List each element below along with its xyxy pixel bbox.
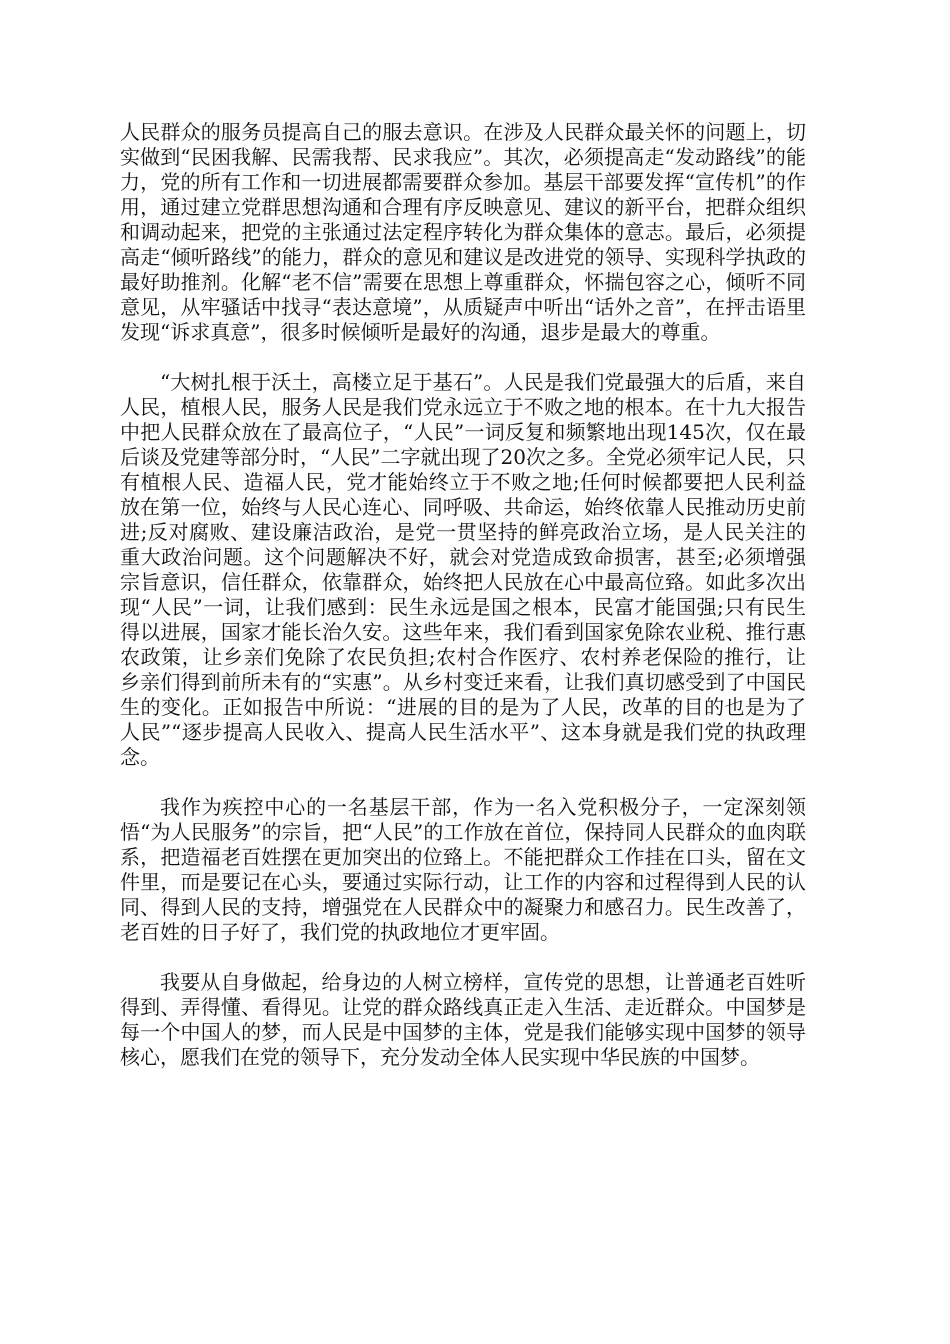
paragraph-3: 我作为疾控中心的一名基层干部，作为一名入党积极分子，一定深刻领悟“为人民服务”的宗旨，把“人民”的工作放在首位，保持同人民群众的血肉联系，把造福老百姓摆在更加突出的位臵上。不能把群众工作挂在口头，留在文件里，而是要记在心头，要通过实际行动，让工作的内容和过程得到人民的认同、得到人民的支持，增强党在人民群众中的凝聚力和感召力。民生改善了，老百姓的日子好了，我们党的执政地位才更牢固。 — [120, 795, 806, 944]
paragraph-1: 人民群众的服务员提高自己的服去意识。在涉及人民群众最关怀的问题上，切实做到“民困我解、民需我帮、民求我应”。其次，必须提高走“发动路线”的能力，党的所有工作和一切进展都需要群众参加。基层干部要发挥“宣传机”的作用，通过建立党群思想沟通和合理有序反映意见、建议的新平台，把群众组织和调动起来，把党的主张通过法定程序转化为群众集体的意志。最后，必须提高走“倾听路线”的能力，群众的意见和建议是改进党的领导、实现科学执政的最好助推剂。化解“老不信”需要在思想上尊重群众，怀揣包容之心，倾听不同意见，从牢骚话中找寻“表达意境”，从质疑声中听出“话外之音”，在抨击语里发现“诉求真意”，很多时候倾听是最好的沟通，退步是最大的尊重。 — [120, 120, 806, 344]
document-page — [120, 120, 806, 1095]
paragraph-2: “大树扎根于沃土，高楼立足于基石”。人民是我们党最强大的后盾，来自人民，植根人民，服务人民是我们党永远立于不败之地的根本。在十九大报告中把人民群众放在了最高位子，“人民”一词反复和频繁地出现145次，仅在最后谈及党建等部分时，“人民”二字就出现了20次之多。全党必须牢记人民，只有植根人民、造福人民，党才能始终立于不败之地;任何时候都要把人民利益放在第一位，始终与人民心连心、同呼吸、共命运，始终依靠人民推动历史前进;反对腐败、建设廉洁政治，是党一贯坚持的鲜亮政治立场，是人民关注的重大政治问题。这个问题解决不好，就会对党造成致命损害，甚至;必须增强宗旨意识，信任群众，依靠群众，始终把人民放在心中最高位臵。如此多次出现“人民”一词，让我们感到：民生永远是国之根本，民富才能国强;只有民生得以进展，国家才能长治久安。这些年来，我们看到国家免除农业税、推行惠农政策，让乡亲们免除了农民负担;农村合作医疗、农村养老保险的推行，让乡亲们得到前所未有的“实惠”。从乡村变迁来看，让我们真切感受到了中国民生的变化。正如报告中所说：“进展的目的是为了人民，改革的目的也是为了人民”“逐步提高人民收入、提高人民生活水平”、这本身就是我们党的执政理念。 — [120, 370, 806, 769]
paragraph-4: 我要从自身做起，给身边的人树立榜样，宣传党的思想，让普通老百姓听得到、弄得懂、看得见。让党的群众路线真正走入生活、走近群众。中国梦是每一个中国人的梦，而人民是中国梦的主体，党是我们能够实现中国梦的领导核心，愿我们在党的领导下，充分发动全体人民实现中华民族的中国梦。 — [120, 970, 806, 1069]
